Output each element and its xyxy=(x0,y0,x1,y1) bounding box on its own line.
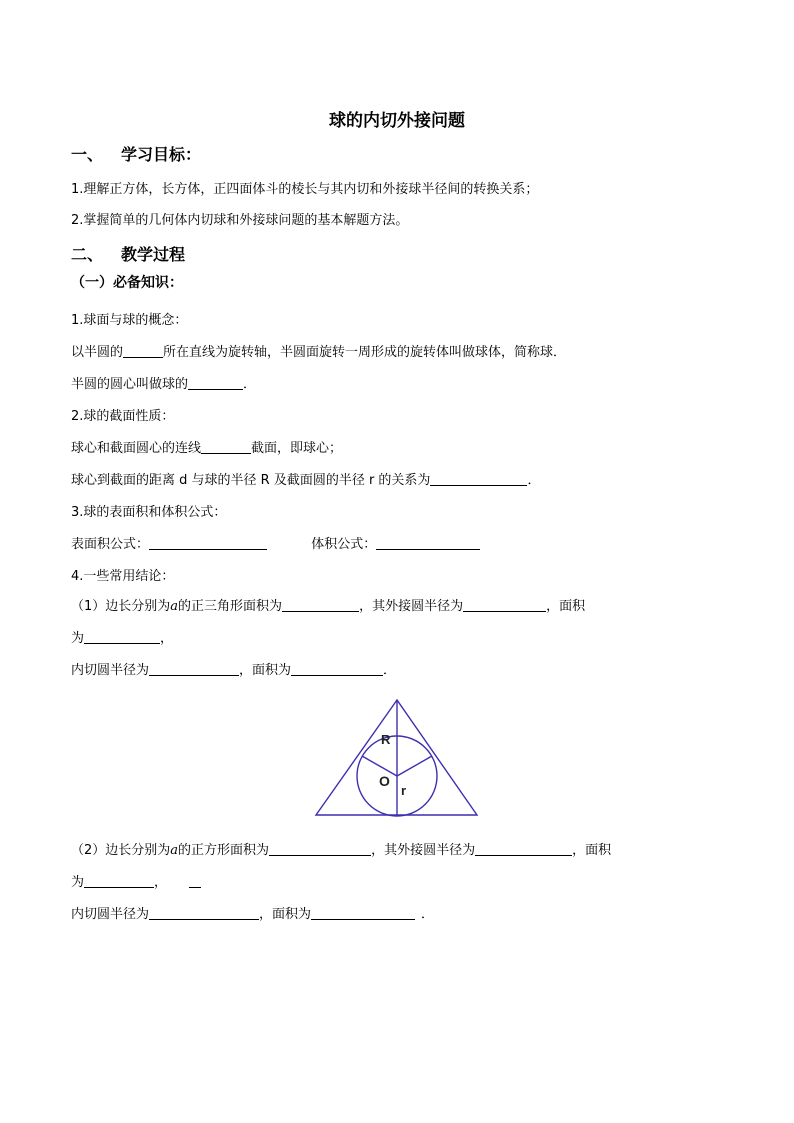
fill-blank[interactable] xyxy=(149,537,267,550)
fill-blank[interactable] xyxy=(149,663,239,676)
knowledge-title: 1.球面与球的概念： xyxy=(71,313,188,328)
fill-blank[interactable] xyxy=(189,875,201,888)
fill-blank[interactable] xyxy=(269,843,371,856)
label-O: O xyxy=(379,773,390,789)
page-title: 球的内切外接问题 xyxy=(329,111,465,131)
fill-blank[interactable] xyxy=(149,907,259,920)
conclusion-line: 为 ， xyxy=(71,875,201,891)
formula-line: 表面积公式： 体积公式： xyxy=(71,537,480,553)
knowledge-line: 球心到截面的距离 d 与球的半径 R 及截面圆的半径 r 的关系为 ． xyxy=(71,473,541,488)
knowledge-title: 4.一些常用结论： xyxy=(71,569,175,584)
goal-item: 1.理解正方体，长方体，正四面体斗的棱长与其内切和外接球半径间的转换关系； xyxy=(71,182,539,197)
figure-lines xyxy=(316,700,477,816)
fill-blank[interactable] xyxy=(430,473,527,486)
fill-blank[interactable] xyxy=(311,907,415,920)
knowledge-line: 以半圆的 所在直线为旋转轴，半圆面旋转一周形成的旋转体叫做球体，简称球． xyxy=(71,345,567,360)
fill-blank[interactable] xyxy=(291,663,383,676)
conclusion-line: 内切圆半径为 ，面积为 ． xyxy=(71,907,435,922)
knowledge-line: 球心和截面圆心的连线 截面，即球心； xyxy=(71,441,343,456)
subsection-heading: （一）必备知识： xyxy=(71,275,183,291)
section-title: 教学过程 xyxy=(121,245,186,264)
fill-blank[interactable] xyxy=(475,843,572,856)
fill-blank[interactable] xyxy=(282,599,359,612)
section-heading-process xyxy=(71,242,185,265)
fill-blank[interactable] xyxy=(84,631,160,644)
section-heading-goals xyxy=(71,142,201,165)
section-number: 一、 xyxy=(71,145,104,164)
label-r: r xyxy=(401,783,407,798)
fill-blank[interactable] xyxy=(463,599,546,612)
section-title: 学习目标： xyxy=(121,145,202,164)
conclusion-line: （1）边长分别为a的正三角形面积为 ，其外接圆半径为 ，面积 xyxy=(71,599,586,614)
fill-blank[interactable] xyxy=(188,377,243,390)
fill-blank[interactable] xyxy=(201,441,251,454)
label-R: R xyxy=(381,732,391,747)
goal-item: 2.掌握简单的几何体内切球和外接球问题的基本解题方法。 xyxy=(71,213,409,228)
radius-right xyxy=(397,756,432,776)
section-number: 二、 xyxy=(71,245,104,264)
conclusion-line: （2）边长分别为a的正方形面积为 ，其外接圆半径为 ，面积 xyxy=(71,843,612,858)
fill-blank[interactable] xyxy=(376,537,480,550)
conclusion-line: 为 ， xyxy=(71,631,174,646)
inscribed-circle-triangle-figure xyxy=(310,696,482,820)
conclusion-line: 内切圆半径为 ，面积为 ． xyxy=(71,663,397,678)
fill-blank[interactable] xyxy=(123,345,163,358)
knowledge-title: 2.球的截面性质： xyxy=(71,409,175,424)
knowledge-line: 半圆的圆心叫做球的 ． xyxy=(71,377,257,392)
knowledge-title: 3.球的表面积和体积公式： xyxy=(71,505,227,520)
fill-blank[interactable] xyxy=(84,875,154,888)
